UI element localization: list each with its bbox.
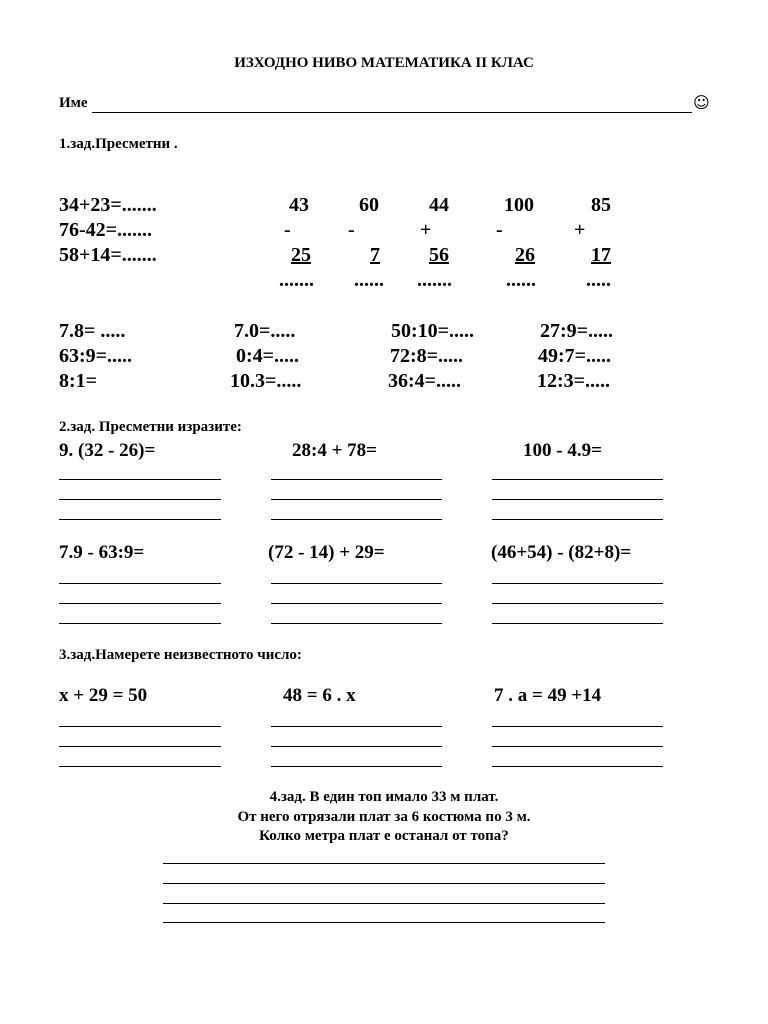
col2-bottom: 7 bbox=[370, 244, 380, 266]
name-answer-line[interactable] bbox=[92, 112, 692, 113]
col3-dots: ....... bbox=[417, 269, 452, 291]
col1-bottom: 25 bbox=[291, 244, 311, 266]
grid-r2-c3: 72:8=..... bbox=[390, 345, 464, 367]
col2-top: 60 bbox=[359, 194, 379, 216]
answer-line[interactable] bbox=[271, 479, 442, 480]
answer-line[interactable] bbox=[271, 623, 442, 624]
answer-line[interactable] bbox=[271, 746, 442, 747]
smiley-icon: ☺ bbox=[693, 93, 710, 112]
answer-line[interactable] bbox=[271, 726, 442, 727]
grid-r3-c2: 10.3=..... bbox=[230, 370, 302, 392]
answer-line[interactable] bbox=[163, 883, 605, 884]
task3-eq-3: 7 . a = 49 +14 bbox=[494, 685, 602, 706]
col1-op: - bbox=[284, 219, 291, 241]
col1-top: 43 bbox=[289, 194, 309, 216]
col5-bottom: 17 bbox=[591, 244, 611, 266]
answer-line[interactable] bbox=[59, 766, 221, 767]
answer-line[interactable] bbox=[59, 726, 221, 727]
task2-expr-2: 28:4 + 78= bbox=[292, 440, 377, 461]
answer-line[interactable] bbox=[59, 623, 221, 624]
task4-line-1: 4.зад. В един топ имало 33 м плат. bbox=[269, 789, 499, 805]
answer-line[interactable] bbox=[59, 499, 221, 500]
col1-dots: ....... bbox=[279, 269, 314, 291]
task2-expr-4: 7.9 - 63:9= bbox=[59, 542, 145, 563]
answer-line[interactable] bbox=[271, 766, 442, 767]
answer-line[interactable] bbox=[271, 603, 442, 604]
task1-heading: 1.зад.Пресметни . bbox=[59, 136, 178, 152]
grid-r3-c4: 12:3=..... bbox=[537, 370, 611, 392]
task3-eq-1: x + 29 = 50 bbox=[59, 685, 148, 706]
task2-expr-1: 9. (32 - 26)= bbox=[59, 440, 156, 461]
task4-line-2: От него отрязали плат за 6 костюма по 3 м. bbox=[237, 809, 531, 825]
answer-line[interactable] bbox=[271, 499, 442, 500]
answer-line[interactable] bbox=[59, 519, 221, 520]
task2-expr-3: 100 - 4.9= bbox=[523, 440, 602, 461]
task1-expr-2: 76-42=....... bbox=[59, 219, 153, 241]
answer-line[interactable] bbox=[492, 583, 663, 584]
answer-line[interactable] bbox=[59, 583, 221, 584]
task1-expr-1: 34+23=....... bbox=[59, 194, 157, 216]
answer-line[interactable] bbox=[492, 766, 663, 767]
col2-op: - bbox=[348, 219, 355, 241]
task3-eq-2: 48 = 6 . x bbox=[283, 685, 356, 706]
answer-line[interactable] bbox=[59, 603, 221, 604]
task2-heading: 2.зад. Пресметни изразите: bbox=[59, 419, 242, 435]
col3-op: + bbox=[420, 219, 432, 241]
task3-heading: 3.зад.Намерете неизвестното число: bbox=[59, 647, 302, 663]
grid-r3-c3: 36:4=..... bbox=[388, 370, 462, 392]
col5-top: 85 bbox=[591, 194, 611, 216]
col5-dots: ..... bbox=[586, 269, 611, 291]
answer-line[interactable] bbox=[163, 863, 605, 864]
grid-r2-c4: 49:7=..... bbox=[538, 345, 612, 367]
grid-r2-c1: 63:9=..... bbox=[59, 345, 133, 367]
answer-line[interactable] bbox=[271, 583, 442, 584]
task1-expr-3: 58+14=....... bbox=[59, 244, 157, 266]
answer-line[interactable] bbox=[492, 519, 663, 520]
name-label: Име bbox=[59, 95, 88, 111]
answer-line[interactable] bbox=[59, 479, 221, 480]
answer-line[interactable] bbox=[271, 519, 442, 520]
answer-line[interactable] bbox=[492, 479, 663, 480]
answer-line[interactable] bbox=[59, 746, 221, 747]
col2-dots: ...... bbox=[354, 269, 384, 291]
task2-expr-5: (72 - 14) + 29= bbox=[268, 542, 385, 563]
answer-line[interactable] bbox=[163, 922, 605, 923]
task2-expr-6: (46+54) - (82+8)= bbox=[491, 542, 632, 563]
col4-bottom: 26 bbox=[515, 244, 535, 266]
task4-line-3: Колко метра плат е останал от топа? bbox=[259, 828, 509, 844]
answer-line[interactable] bbox=[492, 603, 663, 604]
answer-line[interactable] bbox=[492, 726, 663, 727]
page-title: ИЗХОДНО НИВО МАТЕМАТИКА II КЛАС bbox=[234, 55, 534, 71]
grid-r3-c1: 8:1= bbox=[59, 370, 98, 392]
answer-line[interactable] bbox=[163, 903, 605, 904]
col4-op: - bbox=[496, 219, 503, 241]
grid-r1-c1: 7.8= ..... bbox=[59, 320, 126, 342]
answer-line[interactable] bbox=[492, 746, 663, 747]
grid-r1-c3: 50:10=..... bbox=[391, 320, 475, 342]
col4-top: 100 bbox=[504, 194, 534, 216]
answer-line[interactable] bbox=[492, 499, 663, 500]
col3-top: 44 bbox=[429, 194, 449, 216]
grid-r2-c2: 0:4=..... bbox=[236, 345, 300, 367]
answer-line[interactable] bbox=[492, 623, 663, 624]
grid-r1-c4: 27:9=..... bbox=[540, 320, 614, 342]
col4-dots: ...... bbox=[506, 269, 536, 291]
col3-bottom: 56 bbox=[429, 244, 449, 266]
col5-op: + bbox=[574, 219, 586, 241]
grid-r1-c2: 7.0=..... bbox=[234, 320, 296, 342]
